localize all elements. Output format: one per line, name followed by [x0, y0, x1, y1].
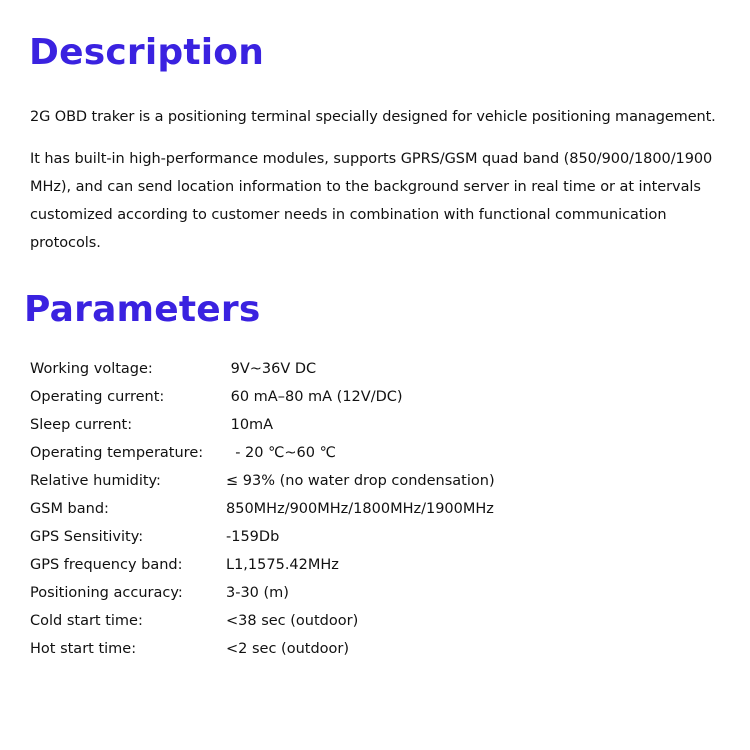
param-value: - 20 ℃~60 ℃ [226, 445, 336, 461]
param-label: Working voltage: [30, 361, 153, 377]
param-value: 3-30 (m) [226, 585, 289, 601]
param-label: GPS Sensitivity: [30, 529, 144, 545]
description-paragraph-2: It has built-in high-performance modules, supports GPRS/GSM quad band (850/900/1800/1900 MHz), and can send location information to the background server in real time or at intervals customized according to customer needs in combination with functional communication protocols. [30, 151, 713, 251]
param-row-gsm-band [30, 495, 495, 523]
param-row-sleep-current [30, 411, 495, 439]
description-heading: Description [29, 32, 265, 73]
param-row-relative-humidity [30, 467, 495, 495]
param-value: 850MHz/900MHz/1800MHz/1900MHz [226, 501, 494, 517]
param-row-cold-start-time [30, 607, 495, 635]
parameters-heading: Parameters [24, 289, 261, 330]
description-paragraph-1: 2G OBD traker is a positioning terminal specially designed for vehicle positioning management. [30, 109, 716, 125]
param-value: 60 mA–80 mA (12V/DC) [226, 389, 403, 405]
param-label: Operating temperature: [30, 445, 204, 461]
param-value: -159Db [226, 529, 280, 545]
param-label: Hot start time: [30, 641, 137, 657]
param-label: Cold start time: [30, 613, 143, 629]
param-row-gps-frequency-band [30, 551, 495, 579]
param-label: Positioning accuracy: [30, 585, 183, 601]
param-label: Operating current: [30, 389, 165, 405]
param-value: ≤ 93% (no water drop condensation) [226, 473, 495, 489]
param-label: GPS frequency band: [30, 557, 183, 573]
param-label: Sleep current: [30, 417, 133, 433]
param-value: 10mA [226, 417, 274, 433]
param-label: GSM band: [30, 501, 109, 517]
param-value: <38 sec (outdoor) [226, 613, 359, 629]
param-row-positioning-accuracy [30, 579, 495, 607]
param-row-hot-start-time [30, 635, 495, 663]
param-row-working-voltage [30, 355, 495, 383]
param-value: L1,1575.42MHz [226, 557, 339, 573]
parameters-table [30, 355, 495, 663]
param-value: 9V~36V DC [226, 361, 317, 377]
param-label: Relative humidity: [30, 473, 161, 489]
param-row-operating-current [30, 383, 495, 411]
param-row-operating-temperature [30, 439, 495, 467]
param-value: <2 sec (outdoor) [226, 641, 350, 657]
param-row-gps-sensitivity [30, 523, 495, 551]
